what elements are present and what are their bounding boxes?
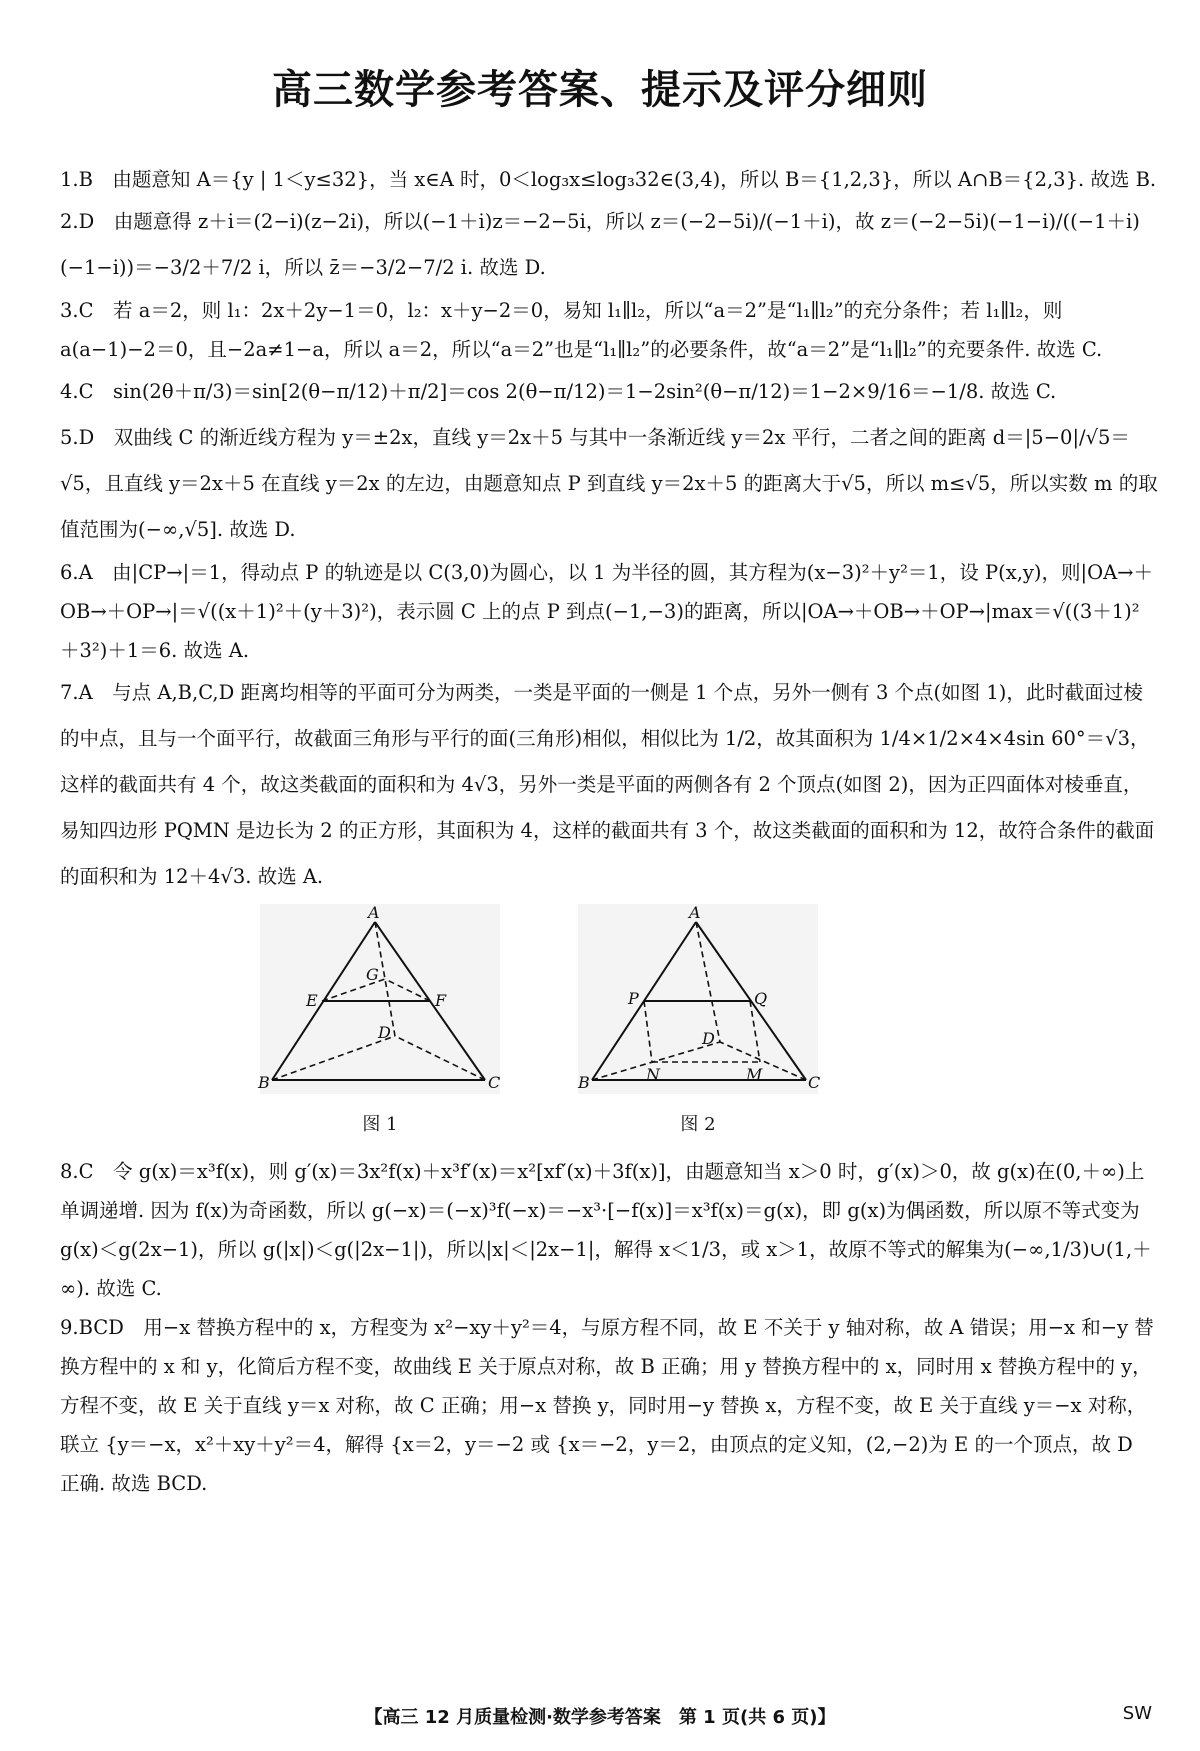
fig2-label-d: D xyxy=(702,1029,715,1048)
fig2-label-n: N xyxy=(646,1065,660,1084)
fig1-label-f: F xyxy=(435,991,447,1010)
answer-item-1: 1.B 由题意知 A＝{y | 1＜y≤32}，当 x∈A 时，0＜log₃x≤log₃32∈(3,4)，所以 B＝{1,2,3}，所以 A∩B＝{2,3}. 故选 B. xyxy=(60,168,1157,191)
answer-item-9: 9.BCD 用−x 替换方程中的 x，方程变为 x²−xy＋y²＝4，与原方程不同，故 E 不关于 y 轴对称，故 A 错误；用−x 和−y 替换方程中的 x 和 y，化简后方程不变，故曲线 E 关于原点对称，故 B 正确；用 y 替换方程中的 x，同时用 x 替换方程中的 y，方程不变，故 E 关于直线 y＝x 对称，故 C 正确；用−x 替换 y，同时用−y 替换 x，方程不变，故 E 关于直线 y＝−x 对称，联立 {y＝−x，x²＋xy＋y²＝4，解得 {x＝2，y＝−2 或 {x＝−2，y＝2，由顶点的定义知，(2,−2)为 E 的一个顶点，故 D 正确. 故选 BCD. xyxy=(60,1316,1154,1495)
answer-item-3: 3.C 若 a＝2，则 l₁：2x＋2y−1＝0，l₂：x＋y−2＝0，易知 l₁∥l₂，所以“a＝2”是“l₁∥l₂”的充分条件；若 l₁∥l₂，则 a(a−1)−2＝0，且−2a≠1−a，所以 a＝2，所以“a＝2”也是“l₁∥l₂”的必要条件，故“a＝2”是“l₁∥l₂”的充要条件. 故选 C. xyxy=(60,299,1103,361)
fig2-label-q: Q xyxy=(754,989,768,1008)
fig1-label-b: B xyxy=(258,1073,270,1092)
answer-item-6: 6.A 由|CP→|＝1，得动点 P 的轨迹是以 C(3,0)为圆心，以 1 为半径的圆，其方程为(x−3)²＋y²＝1，设 P(x,y)，则|OA→＋OB→＋OP→|＝√((x＋1)²＋(y＋3)²)，表示圆 C 上的点 P 到点(−1,−3)的距离，所以|OA→＋OB→＋OP→|max＝√((3＋1)²＋3²)＋1＝6. 故选 A. xyxy=(60,561,1154,662)
fig1-label-c: C xyxy=(488,1073,501,1092)
figure-2-diagram xyxy=(578,903,821,1104)
page-footer: 【高三 12 月质量检测·数学参考答案 第 1 页(共 6 页)】 xyxy=(364,1707,836,1728)
figure-1-diagram xyxy=(260,904,500,1104)
answer-item-8: 8.C 令 g(x)＝x³f(x)，则 g′(x)＝3x²f(x)＋x³f′(x)＝x²[xf′(x)＋3f(x)]，由题意知当 x＞0 时，g′(x)＞0，故 g(x)在(0,＋∞)上单调递增. 因为 f(x)为奇函数，所以 g(−x)＝(−x)³f(−x)＝−x³·[−f(x)]＝x³f(x)＝g(x)，即 g(x)为偶函数，所以原不等式变为 g(x)＜g(2x−1)，所以 g(|x|)＜g(|2x−1|)，所以|x|＜|2x−1|，解得 x＜1/3，或 x＞1，故原不等式的解集为(−∞,1/3)∪(1,＋∞). 故选 C. xyxy=(60,1160,1152,1300)
answer-item-2: 2.D 由题意得 z＋i＝(2−i)(z−2i)，所以(−1＋i)z＝−2−5i，所以 z＝(−2−5i)/(−1＋i)，故 z＝(−2−5i)(−1−i)/((−1＋i)(−1−i))＝−3/2＋7/2 i，所以 z̄＝−3/2−7/2 i. 故选 D. xyxy=(60,210,1140,279)
fig2-label-p: P xyxy=(628,989,639,1008)
fig2-label-b: B xyxy=(578,1073,590,1092)
page-title: 高三数学参考答案、提示及评分细则 xyxy=(272,67,928,113)
fig2-label-a: A xyxy=(689,903,701,922)
answer-item-4: 4.C sin(2θ＋π/3)＝sin[2(θ−π/12)＋π/2]＝cos 2(θ−π/12)＝1−2sin²(θ−π/12)＝1−2×9/16＝−1/8. 故选 C. xyxy=(60,380,1057,403)
fig2-label-m: M xyxy=(746,1065,763,1084)
answer-content xyxy=(60,160,1158,1503)
fig1-label-e: E xyxy=(306,991,318,1010)
fig2-label-c: C xyxy=(808,1073,821,1092)
answer-item-7: 7.A 与点 A,B,C,D 距离均相等的平面可分为两类，一类是平面的一侧是 1 个点，另外一侧有 3 个点(如图 1)，此时截面过棱的中点，且与一个面平行，故截面三角形与平行的面(三角形)相似，相似比为 1/2，故其面积为 1/4×1/2×4×4sin 60°＝√3，这样的截面共有 4 个，故这类截面的面积和为 4√3，另外一类是平面的两侧各有 2 个顶点(如图 2)，因为正四面体对棱垂直，易知四边形 PQMN 是边长为 2 的正方形，其面积为 4，这样的截面共有 3 个，故这类截面的面积和为 12，故符合条件的截面的面积和为 12＋4√3. 故选 A. xyxy=(60,681,1155,888)
answer-item-5: 5.D 双曲线 C 的渐近线方程为 y＝±2x，直线 y＝2x＋5 与其中一条渐近线 y＝2x 平行，二者之间的距离 d＝|5−0|/√5＝√5，且直线 y＝2x＋5 在直线 y＝2x 的左边，由题意知点 P 到直线 y＝2x＋5 的距离大于√5，所以 m≤√5，所以实数 m 的取值范围为(−∞,√5]. 故选 D. xyxy=(60,426,1158,541)
fig1-label-a: A xyxy=(368,903,380,922)
figure-1 xyxy=(260,904,500,1136)
figure-2 xyxy=(578,903,821,1136)
figures-row xyxy=(60,904,1158,1144)
figure-1-caption: 图 1 xyxy=(362,1114,398,1135)
fig1-label-g: G xyxy=(366,965,379,984)
fig1-label-d: D xyxy=(378,1023,391,1042)
footer-code: SW xyxy=(1122,1703,1152,1724)
figure-2-caption: 图 2 xyxy=(680,1114,716,1135)
